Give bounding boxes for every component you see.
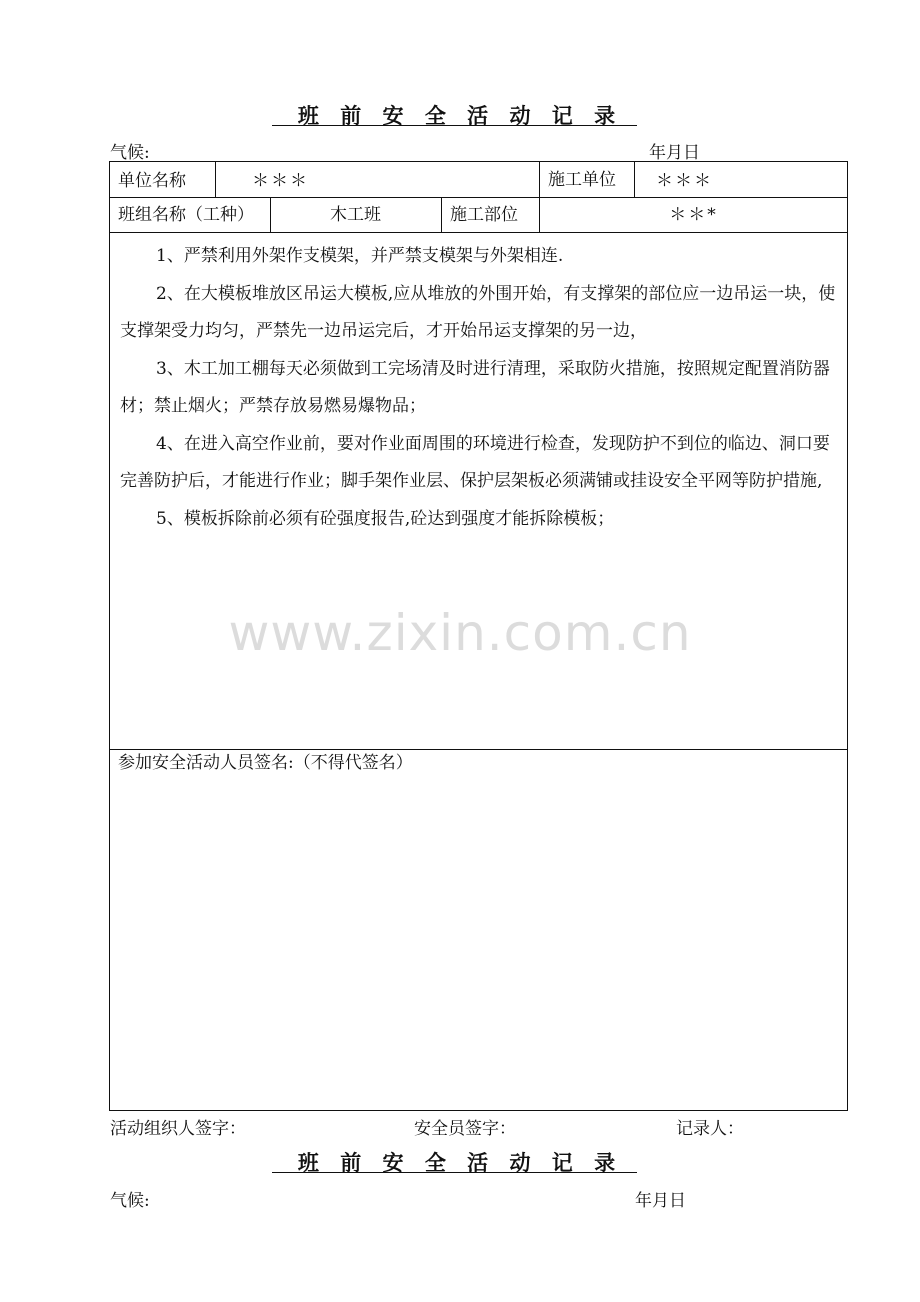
- weather-label: 气候:: [110, 143, 150, 163]
- table-col-divider: [539, 161, 540, 197]
- date-label: 年月日: [649, 143, 700, 163]
- organizer-signature-label: 活动组织人签字：: [110, 1119, 246, 1139]
- form-title: 班 前 安 全 活 动 记 录: [297, 1150, 623, 1175]
- table-row-divider: [109, 197, 848, 198]
- table-row-divider: [109, 232, 848, 233]
- watermark: www.zixin.com.cn: [228, 604, 692, 662]
- construction-part-value: ＊＊*: [669, 205, 718, 225]
- safety-rule-paragraph: 3、木工加工棚每天必须做到工完场清及时进行清理，采取防火措施，按照规定配置消防器材；禁止烟火；严禁存放易燃易爆物品；: [120, 358, 830, 416]
- date-label: 年月日: [635, 1191, 686, 1211]
- form-title: 班 前 安 全 活 动 记 录: [297, 103, 623, 128]
- safety-rules-content: [120, 238, 842, 538]
- safety-rule-paragraph: 1、严禁利用外架作支模架，并严禁支模架与外架相连.: [156, 246, 564, 266]
- unit-name-value: ＊＊＊: [252, 171, 309, 191]
- table-row-divider: [109, 749, 848, 750]
- unit-name-label: 单位名称: [118, 171, 186, 191]
- table-col-divider: [215, 161, 216, 197]
- signature-label: 参加安全活动人员签名:（不得代签名）: [118, 753, 413, 773]
- team-name-value: 木工班: [330, 205, 381, 225]
- recorder-label: 记录人：: [676, 1119, 744, 1139]
- team-name-label: 班组名称（工种）: [118, 205, 254, 225]
- title-underline: [272, 1172, 637, 1173]
- table-col-divider: [634, 161, 635, 197]
- safety-rule-paragraph: 4、在进入高空作业前，要对作业面周围的环境进行检查，发现防护不到位的临边、洞口要完善防护后，才能进行作业；脚手架作业层、保护层架板必须满铺或挂设安全平网等防护措施,: [120, 433, 830, 491]
- construction-unit-label: 施工单位: [548, 170, 616, 190]
- weather-label: 气候:: [110, 1191, 150, 1211]
- safety-rule-paragraph: 2、在大模板堆放区吊运大模板,应从堆放的外围开始，有支撑架的部位应一边吊运一块，使支撑架受力均匀，严禁先一边吊运完后，才开始吊运支撑架的另一边，: [120, 283, 836, 341]
- construction-unit-value: ＊＊＊: [656, 171, 713, 191]
- title-underline: [272, 125, 637, 126]
- construction-part-label: 施工部位: [450, 205, 518, 225]
- safety-officer-signature-label: 安全员签字：: [414, 1119, 516, 1139]
- table-col-divider: [441, 197, 442, 232]
- safety-rule-paragraph: 5、模板拆除前必须有砼强度报告,砼达到强度才能拆除模板；: [156, 508, 615, 529]
